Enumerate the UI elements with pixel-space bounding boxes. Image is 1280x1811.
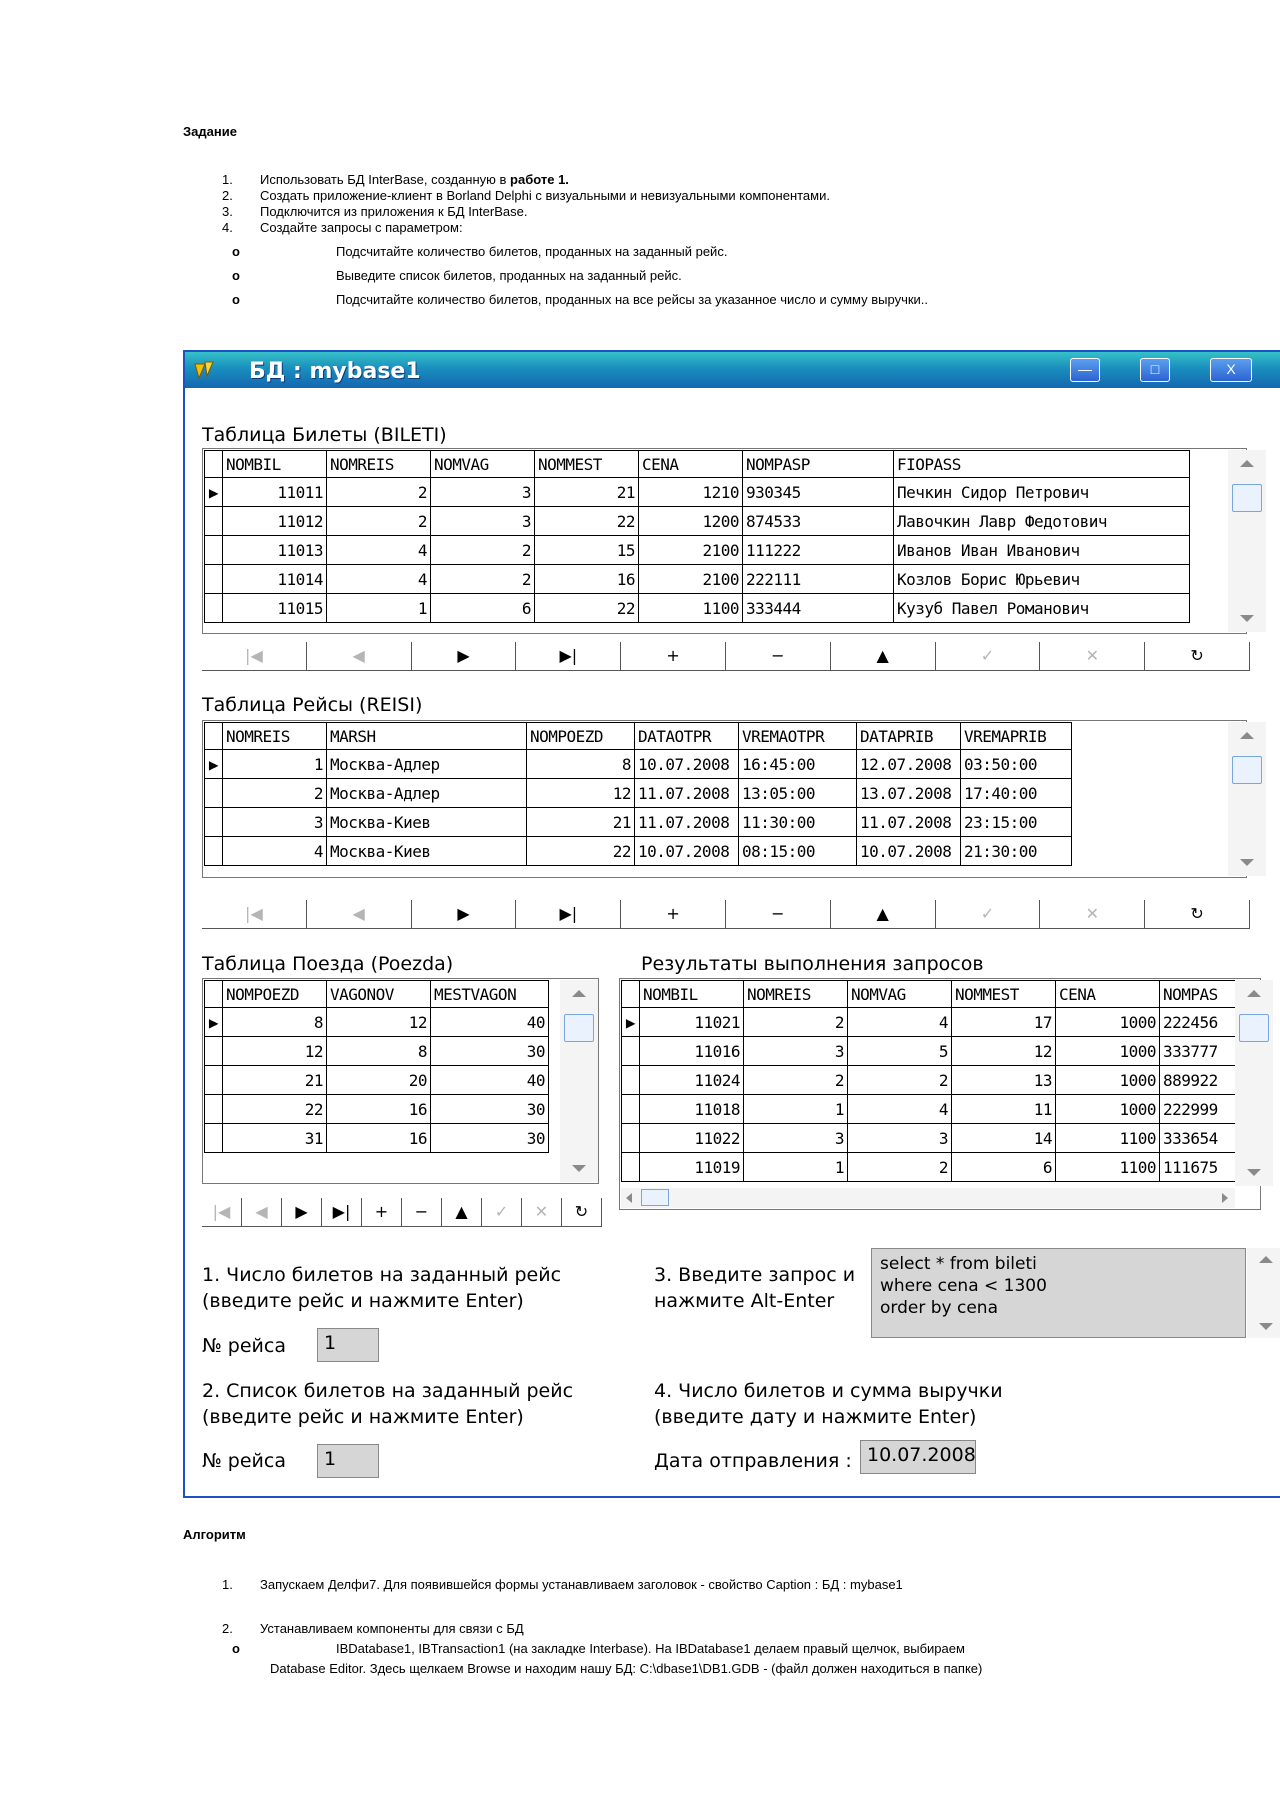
scroll-thumb[interactable] — [564, 1014, 594, 1042]
algo-sub-text-line2: Database Editor. Здесь щелкаем Browse и находим нашу БД: C:\dbase1\DB1.GDB - (файл должен находиться в папке) — [270, 1661, 983, 1676]
table-row[interactable] — [622, 1153, 1236, 1182]
table-cell[interactable]: 2100 — [639, 536, 743, 565]
column-header[interactable]: NOMBIL — [223, 451, 327, 478]
table-cell[interactable]: 6 — [952, 1153, 1056, 1182]
poezda-navigator — [202, 1198, 602, 1227]
table-row[interactable] — [205, 1037, 549, 1066]
table-row[interactable] — [205, 779, 1072, 808]
current-row-indicator-icon[interactable]: ▶ — [205, 750, 223, 779]
table-cell[interactable]: 3 — [848, 1124, 952, 1153]
row-indicator[interactable] — [205, 779, 223, 808]
task-heading: Задание — [183, 124, 237, 139]
task-text-part: Использовать БД InterBase, созданную в — [260, 172, 511, 187]
table-cell[interactable]: 11.07.2008 — [857, 808, 961, 837]
table-row[interactable] — [622, 1066, 1236, 1095]
algo-text: Устанавливаем компоненты для связи с БД — [260, 1621, 524, 1636]
table-cell[interactable]: 6 — [431, 594, 535, 623]
table-cell[interactable]: 874533 — [743, 507, 894, 536]
table-cell[interactable]: 16 — [327, 1095, 431, 1124]
column-header[interactable]: NOMREIS — [223, 723, 327, 750]
results-hscrollbar[interactable] — [621, 1188, 1235, 1208]
table-cell[interactable]: 15 — [535, 536, 639, 565]
table-cell[interactable]: 11019 — [640, 1153, 744, 1182]
table-cell[interactable]: 08:15:00 — [739, 837, 857, 866]
table-cell[interactable]: 222111 — [743, 565, 894, 594]
subtask-text: Подсчитайте количество билетов, проданных на все рейсы за указанное число и сумму выручки.. — [336, 292, 929, 307]
cancel-edit-button[interactable]: ✕ — [1040, 642, 1145, 670]
delete-record-button[interactable]: − — [726, 642, 831, 670]
table-row[interactable] — [622, 1095, 1236, 1124]
table-cell[interactable]: 12 — [327, 1008, 431, 1037]
table-cell[interactable]: 3 — [744, 1037, 848, 1066]
table-cell[interactable]: 333444 — [743, 594, 894, 623]
table-cell[interactable]: 11022 — [640, 1124, 744, 1153]
table-cell[interactable]: 10.07.2008 — [857, 837, 961, 866]
table-cell[interactable]: 1200 — [639, 507, 743, 536]
reisi-label: Таблица Рейсы (REISI) — [202, 694, 423, 716]
last-record-button[interactable]: ▶| — [516, 642, 621, 670]
task-number: 3. — [222, 204, 233, 219]
table-cell[interactable]: 3 — [223, 808, 327, 837]
subtask-text: Подсчитайте количество билетов, проданных на заданный рейс. — [336, 244, 728, 259]
table-row[interactable] — [205, 507, 1190, 536]
table-cell[interactable]: 11.07.2008 — [635, 779, 739, 808]
table-cell[interactable]: 21 — [535, 478, 639, 507]
algo-number: 1. — [222, 1577, 233, 1592]
table-row[interactable] — [205, 536, 1190, 565]
insert-record-button[interactable]: + — [362, 1198, 402, 1226]
refresh-data-button[interactable]: ↻ — [1145, 642, 1250, 670]
table-row[interactable] — [205, 808, 1072, 837]
task-number: 4. — [222, 220, 233, 235]
prior-record-button[interactable]: ◀ — [242, 1198, 282, 1226]
edit-record-button[interactable]: ▲ — [442, 1198, 482, 1226]
table-cell[interactable]: 2 — [431, 536, 535, 565]
table-row[interactable] — [205, 837, 1072, 866]
next-record-button[interactable]: ▶ — [412, 642, 517, 670]
poezda-vscrollbar[interactable] — [560, 980, 598, 1182]
task-number: 1. — [222, 172, 233, 187]
table-cell[interactable]: 1100 — [1056, 1153, 1160, 1182]
next-record-button[interactable]: ▶ — [412, 900, 517, 928]
q3-caption-line1: 3. Введите запрос и — [654, 1264, 856, 1286]
table-cell[interactable]: 1000 — [1056, 1066, 1160, 1095]
table-cell[interactable]: 11011 — [223, 478, 327, 507]
reisi-vscrollbar[interactable] — [1228, 722, 1266, 876]
results-vscrollbar[interactable] — [1235, 980, 1273, 1186]
reisi-navigator — [202, 900, 1250, 929]
poezda-header-row — [205, 981, 549, 1008]
column-header[interactable]: NOMPAS — [1160, 981, 1236, 1008]
scroll-down-icon[interactable] — [1240, 859, 1254, 866]
task-number: 2. — [222, 188, 233, 203]
sql-line: select * from bileti — [880, 1254, 1037, 1274]
task-text: Создать приложение-клиент в Borland Delphi с визуальными и невизуальными компонентами. — [260, 188, 830, 203]
table-cell[interactable]: 8 — [223, 1008, 327, 1037]
table-row[interactable] — [205, 750, 1072, 779]
table-cell[interactable]: 930345 — [743, 478, 894, 507]
row-indicator[interactable] — [205, 1124, 223, 1153]
bileti-grid[interactable] — [204, 450, 1190, 623]
post-edit-button[interactable]: ✓ — [936, 900, 1041, 928]
edit-record-button[interactable]: ▲ — [831, 900, 936, 928]
table-cell[interactable]: 11016 — [640, 1037, 744, 1066]
table-cell[interactable]: 30 — [431, 1095, 549, 1124]
table-cell[interactable]: 4 — [848, 1095, 952, 1124]
poezda-grid[interactable] — [204, 980, 549, 1153]
scroll-up-icon[interactable] — [1259, 1256, 1273, 1263]
table-cell[interactable]: 13.07.2008 — [857, 779, 961, 808]
table-cell[interactable]: 16 — [327, 1124, 431, 1153]
column-header[interactable]: NOMREIS — [744, 981, 848, 1008]
bullet-icon: o — [232, 292, 240, 307]
row-indicator[interactable] — [205, 1095, 223, 1124]
table-cell[interactable]: 333777 — [1160, 1037, 1236, 1066]
table-cell[interactable]: 4 — [223, 837, 327, 866]
post-edit-button[interactable]: ✓ — [482, 1198, 522, 1226]
table-cell[interactable]: 222999 — [1160, 1095, 1236, 1124]
table-cell[interactable]: Кузуб Павел Романович — [894, 594, 1190, 623]
table-row[interactable] — [622, 1124, 1236, 1153]
table-cell[interactable]: 11018 — [640, 1095, 744, 1124]
current-row-indicator-icon[interactable]: ▶ — [622, 1008, 640, 1037]
column-header[interactable]: NOMMEST — [535, 451, 639, 478]
table-cell[interactable]: 11013 — [223, 536, 327, 565]
table-cell[interactable]: 13:05:00 — [739, 779, 857, 808]
sql-line: order by cena — [880, 1298, 998, 1318]
cancel-edit-button[interactable]: ✕ — [1040, 900, 1145, 928]
table-cell[interactable]: 22 — [527, 837, 635, 866]
results-grid[interactable] — [621, 980, 1236, 1182]
table-cell[interactable]: 03:50:00 — [961, 750, 1072, 779]
scroll-up-icon[interactable] — [572, 990, 586, 997]
row-indicator[interactable] — [205, 565, 223, 594]
row-indicator[interactable] — [205, 1066, 223, 1095]
table-cell[interactable]: 12 — [952, 1037, 1056, 1066]
table-row[interactable] — [205, 594, 1190, 623]
table-cell[interactable]: 11014 — [223, 565, 327, 594]
table-cell[interactable]: 22 — [535, 507, 639, 536]
bileti-navigator — [202, 642, 1250, 671]
column-header[interactable]: NOMVAG — [848, 981, 952, 1008]
row-indicator[interactable] — [205, 594, 223, 623]
table-row[interactable] — [205, 1095, 549, 1124]
table-cell[interactable]: 2 — [327, 478, 431, 507]
delphi-app-icon — [193, 360, 215, 382]
reisi-header-row — [205, 723, 1072, 750]
table-cell[interactable]: 11:30:00 — [739, 808, 857, 837]
bullet-icon: o — [232, 1641, 240, 1656]
table-cell[interactable]: 333654 — [1160, 1124, 1236, 1153]
table-cell[interactable]: 1100 — [1056, 1124, 1160, 1153]
q1-caption-line2: (введите рейс и нажмите Enter) — [202, 1290, 524, 1312]
column-header[interactable]: NOMPOEZD — [527, 723, 635, 750]
table-cell[interactable]: Москва-Адлер — [327, 750, 527, 779]
scroll-thumb[interactable] — [1239, 1014, 1269, 1042]
scroll-down-icon[interactable] — [1240, 615, 1254, 622]
row-indicator[interactable] — [205, 1037, 223, 1066]
row-indicator[interactable] — [622, 1153, 640, 1182]
table-cell[interactable]: 8 — [527, 750, 635, 779]
column-header[interactable]: MARSH — [327, 723, 527, 750]
scroll-left-icon[interactable] — [625, 1193, 633, 1203]
table-cell[interactable]: 1 — [327, 594, 431, 623]
q4-caption-line2: (введите дату и нажмите Enter) — [654, 1406, 977, 1428]
prior-record-button[interactable]: ◀ — [307, 900, 412, 928]
table-cell[interactable]: 1000 — [1056, 1037, 1160, 1066]
delete-record-button[interactable]: − — [726, 900, 831, 928]
table-cell[interactable]: 4 — [848, 1008, 952, 1037]
table-cell[interactable]: 16 — [535, 565, 639, 594]
scroll-up-icon[interactable] — [1240, 732, 1254, 739]
table-cell[interactable]: 23:15:00 — [961, 808, 1072, 837]
column-header[interactable]: NOMBIL — [640, 981, 744, 1008]
scroll-thumb[interactable] — [1232, 484, 1262, 512]
column-header[interactable]: VREMAPRIB — [961, 723, 1072, 750]
table-cell[interactable]: 3 — [744, 1124, 848, 1153]
row-indicator[interactable] — [622, 1095, 640, 1124]
table-cell[interactable]: 22 — [535, 594, 639, 623]
row-indicator[interactable] — [205, 507, 223, 536]
row-indicator[interactable] — [622, 1066, 640, 1095]
insert-record-button[interactable]: + — [621, 900, 726, 928]
next-record-button[interactable]: ▶ — [282, 1198, 322, 1226]
table-cell[interactable]: 11024 — [640, 1066, 744, 1095]
table-cell[interactable]: Печкин Сидор Петрович — [894, 478, 1190, 507]
bileti-label: Таблица Билеты (BILETI) — [202, 424, 447, 446]
table-cell[interactable]: 30 — [431, 1124, 549, 1153]
table-cell[interactable]: 21:30:00 — [961, 837, 1072, 866]
table-cell[interactable]: 111675 — [1160, 1153, 1236, 1182]
table-cell[interactable]: 4 — [327, 536, 431, 565]
indicator-header — [205, 981, 223, 1008]
first-record-button[interactable]: |◀ — [202, 1198, 242, 1226]
poezda-label: Таблица Поезда (Poezda) — [202, 953, 454, 975]
table-cell[interactable]: 5 — [848, 1037, 952, 1066]
maximize-button[interactable]: □ — [1140, 358, 1170, 382]
table-cell[interactable]: 1000 — [1056, 1008, 1160, 1037]
table-cell[interactable]: 11 — [952, 1095, 1056, 1124]
table-cell[interactable]: Москва-Киев — [327, 837, 527, 866]
column-header[interactable]: NOMREIS — [327, 451, 431, 478]
bullet-icon: o — [232, 244, 240, 259]
column-header[interactable]: NOMPASP — [743, 451, 894, 478]
insert-record-button[interactable]: + — [621, 642, 726, 670]
row-indicator[interactable] — [205, 536, 223, 565]
table-cell[interactable]: 3 — [431, 507, 535, 536]
scroll-down-icon[interactable] — [1259, 1323, 1273, 1330]
table-cell[interactable]: 4 — [327, 565, 431, 594]
scroll-up-icon[interactable] — [1240, 460, 1254, 467]
table-cell[interactable]: 40 — [431, 1066, 549, 1095]
row-indicator[interactable] — [205, 808, 223, 837]
q1-reis-input[interactable]: 1 — [317, 1328, 379, 1362]
table-cell[interactable]: 22 — [223, 1095, 327, 1124]
q2-caption-line2: (введите рейс и нажмите Enter) — [202, 1406, 524, 1428]
task-text — [260, 172, 569, 187]
table-cell[interactable]: 111222 — [743, 536, 894, 565]
table-cell[interactable]: 1100 — [639, 594, 743, 623]
table-cell[interactable]: 30 — [431, 1037, 549, 1066]
table-cell[interactable]: 10.07.2008 — [635, 750, 739, 779]
table-cell[interactable]: 3 — [431, 478, 535, 507]
scroll-down-icon[interactable] — [572, 1165, 586, 1172]
q2-caption-line1: 2. Список билетов на заданный рейс — [202, 1380, 574, 1402]
q4-date-label: Дата отправления : — [654, 1450, 852, 1472]
column-header[interactable]: DATAPRIB — [857, 723, 961, 750]
table-cell[interactable]: 11015 — [223, 594, 327, 623]
q2-reis-input[interactable]: 1 — [317, 1444, 379, 1478]
table-cell[interactable]: 20 — [327, 1066, 431, 1095]
indicator-header — [205, 723, 223, 750]
table-cell[interactable]: 1 — [223, 750, 327, 779]
table-cell[interactable]: 1000 — [1056, 1095, 1160, 1124]
q1-reis-label: № рейса — [202, 1335, 286, 1357]
table-cell[interactable]: Козлов Борис Юрьевич — [894, 565, 1190, 594]
delete-record-button[interactable]: − — [402, 1198, 442, 1226]
column-header[interactable]: DATAOTPR — [635, 723, 739, 750]
indicator-header — [205, 451, 223, 478]
scroll-thumb[interactable] — [1232, 756, 1262, 784]
scroll-up-icon[interactable] — [1247, 990, 1261, 997]
row-indicator[interactable] — [205, 837, 223, 866]
table-cell[interactable]: 2 — [223, 779, 327, 808]
first-record-button[interactable]: |◀ — [202, 900, 307, 928]
post-edit-button[interactable]: ✓ — [936, 642, 1041, 670]
algo-sub-text-line1: IBDatabase1, IBTransaction1 (на закладке Interbase). На IBDatabase1 делаем правый щелчок, выбираем — [336, 1641, 965, 1656]
column-header[interactable]: CENA — [1056, 981, 1160, 1008]
memo-vscrollbar[interactable] — [1247, 1248, 1280, 1338]
table-cell[interactable]: 889922 — [1160, 1066, 1236, 1095]
table-cell[interactable]: 17:40:00 — [961, 779, 1072, 808]
table-cell[interactable]: 8 — [327, 1037, 431, 1066]
column-header[interactable]: CENA — [639, 451, 743, 478]
minimize-button[interactable]: — — [1070, 358, 1100, 382]
bileti-vscrollbar[interactable] — [1228, 450, 1266, 632]
table-cell[interactable]: 1 — [744, 1153, 848, 1182]
table-cell[interactable]: 12.07.2008 — [857, 750, 961, 779]
q1-caption-line1: 1. Число билетов на заданный рейс — [202, 1264, 562, 1286]
table-cell[interactable]: 1210 — [639, 478, 743, 507]
table-row[interactable] — [622, 1037, 1236, 1066]
reisi-grid[interactable] — [204, 722, 1072, 866]
sql-line: where cena < 1300 — [880, 1276, 1047, 1296]
table-cell[interactable]: 2100 — [639, 565, 743, 594]
table-cell[interactable]: 14 — [952, 1124, 1056, 1153]
column-header[interactable]: VAGONOV — [327, 981, 431, 1008]
table-row[interactable] — [205, 478, 1190, 507]
q4-caption-line1: 4. Число билетов и сумма выручки — [654, 1380, 1003, 1402]
last-record-button[interactable]: ▶| — [322, 1198, 362, 1226]
table-cell[interactable]: 21 — [527, 808, 635, 837]
current-row-indicator-icon[interactable]: ▶ — [205, 478, 223, 507]
refresh-data-button[interactable]: ↻ — [562, 1198, 602, 1226]
table-cell[interactable]: 222456 — [1160, 1008, 1236, 1037]
edit-record-button[interactable]: ▲ — [831, 642, 936, 670]
column-header[interactable]: NOMVAG — [431, 451, 535, 478]
table-cell[interactable]: 16:45:00 — [739, 750, 857, 779]
table-cell[interactable]: 40 — [431, 1008, 549, 1037]
table-cell[interactable]: 11021 — [640, 1008, 744, 1037]
results-label: Результаты выполнения запросов — [641, 953, 984, 975]
table-cell[interactable]: 2 — [744, 1008, 848, 1037]
last-record-button[interactable]: ▶| — [516, 900, 621, 928]
indicator-header — [622, 981, 640, 1008]
table-cell[interactable]: 2 — [744, 1066, 848, 1095]
title-bar — [185, 352, 1280, 388]
scroll-down-icon[interactable] — [1247, 1169, 1261, 1176]
current-row-indicator-icon[interactable]: ▶ — [205, 1008, 223, 1037]
table-cell[interactable]: 31 — [223, 1124, 327, 1153]
prior-record-button[interactable]: ◀ — [307, 642, 412, 670]
algo-heading: Алгоритм — [183, 1527, 246, 1542]
app-window — [183, 350, 1280, 1498]
q4-date-input[interactable]: 10.07.2008 — [860, 1440, 976, 1474]
algo-text: Запускаем Делфи7. Для появившейся формы устанавливаем заголовок - свойство Caption : БД : mybase1 — [260, 1577, 903, 1592]
table-cell[interactable]: 11.07.2008 — [635, 808, 739, 837]
bileti-header-row — [205, 451, 1190, 478]
column-header[interactable]: NOMPOEZD — [223, 981, 327, 1008]
table-row[interactable] — [205, 1124, 549, 1153]
window-title: БД : mybase1 — [249, 359, 421, 384]
table-row[interactable] — [205, 1066, 549, 1095]
scroll-right-icon[interactable] — [1221, 1193, 1229, 1203]
subtask-text: Выведите список билетов, проданных на заданный рейс. — [336, 268, 682, 283]
task-text: Подключится из приложения к БД InterBase. — [260, 204, 528, 219]
table-cell[interactable]: Лавочкин Лавр Федотович — [894, 507, 1190, 536]
refresh-data-button[interactable]: ↻ — [1145, 900, 1250, 928]
table-row[interactable] — [205, 565, 1190, 594]
column-header[interactable]: MESTVAGON — [431, 981, 549, 1008]
table-cell[interactable]: 2 — [848, 1066, 952, 1095]
q2-reis-label: № рейса — [202, 1450, 286, 1472]
table-cell[interactable]: 12 — [527, 779, 635, 808]
table-cell[interactable]: Москва-Киев — [327, 808, 527, 837]
table-cell[interactable]: 10.07.2008 — [635, 837, 739, 866]
results-header-row — [622, 981, 1236, 1008]
table-cell[interactable]: 17 — [952, 1008, 1056, 1037]
scroll-thumb[interactable] — [641, 1189, 669, 1206]
table-cell[interactable]: 2 — [327, 507, 431, 536]
table-cell[interactable]: Иванов Иван Иванович — [894, 536, 1190, 565]
table-cell[interactable]: 1 — [744, 1095, 848, 1124]
table-cell[interactable]: 13 — [952, 1066, 1056, 1095]
close-button[interactable]: X — [1210, 358, 1252, 382]
row-indicator[interactable] — [622, 1037, 640, 1066]
first-record-button[interactable]: |◀ — [202, 642, 307, 670]
q3-caption-line2: нажмите Alt-Enter — [654, 1290, 835, 1312]
column-header[interactable]: VREMAOTPR — [739, 723, 857, 750]
task-text: Создайте запросы с параметром: — [260, 220, 463, 235]
cancel-edit-button[interactable]: ✕ — [522, 1198, 562, 1226]
bullet-icon: o — [232, 268, 240, 283]
sql-query-memo[interactable] — [871, 1248, 1246, 1338]
column-header[interactable]: NOMMEST — [952, 981, 1056, 1008]
algo-number: 2. — [222, 1621, 233, 1636]
column-header[interactable]: FIOPASS — [894, 451, 1190, 478]
table-cell[interactable]: 2 — [848, 1153, 952, 1182]
table-cell[interactable]: 2 — [431, 565, 535, 594]
table-row[interactable] — [622, 1008, 1236, 1037]
table-cell[interactable]: 11012 — [223, 507, 327, 536]
table-cell[interactable]: 12 — [223, 1037, 327, 1066]
task-text-bold: работе 1. — [510, 172, 569, 187]
table-cell[interactable]: 21 — [223, 1066, 327, 1095]
row-indicator[interactable] — [622, 1124, 640, 1153]
table-row[interactable] — [205, 1008, 549, 1037]
table-cell[interactable]: Москва-Адлер — [327, 779, 527, 808]
